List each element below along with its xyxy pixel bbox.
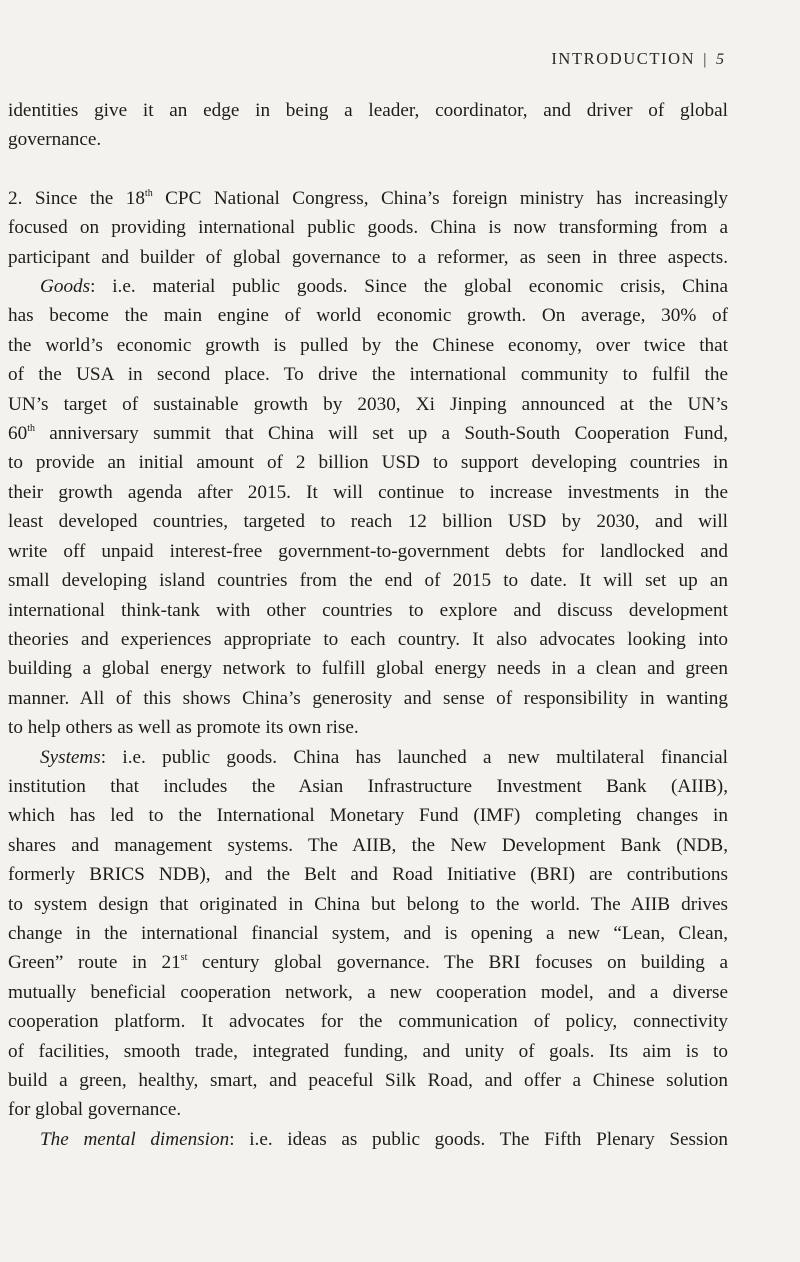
text-fragment: Green” route in 21 — [8, 952, 181, 974]
text-line: change in the international financial system, and is opening a new “Lean, Clean, — [8, 922, 728, 944]
text-line: to system design that originated in China but belong to the world. The AIIB drives — [8, 893, 728, 915]
text-line: build a green, healthy, smart, and peaceful Silk Road, and offer a Chinese solution — [8, 1070, 728, 1091]
text-line: governance. — [8, 129, 102, 151]
text-line: which has led to the International Monetary Fund (IMF) completing changes in — [8, 805, 728, 827]
page-number: 5 — [716, 51, 724, 68]
run-in-term: Systems — [40, 746, 101, 768]
text-line: building a global energy network to fulfill global energy needs in a clean and green — [8, 658, 728, 680]
text-line: formerly BRICS NDB), and the Belt and Road Initiative (BRI) are contributions — [8, 864, 728, 886]
ordinal-superscript: st — [180, 952, 188, 964]
text-line: institution that includes the Asian Infrastructure Investment Bank (AIIB), — [8, 775, 728, 797]
text-fragment: 2. Since the 18 — [8, 187, 145, 209]
ordinal-superscript: th — [144, 187, 153, 199]
text-line: cooperation platform. It advocates for the communication of policy, connectivity — [8, 1011, 728, 1033]
text-line: identities give it an edge in being a leader, coordinator, and driver of global — [8, 100, 728, 121]
text-line: their growth agenda after 2015. It will continue to increase investments in the — [8, 481, 728, 503]
text-line: international think-tank with other countries to explore and discuss development — [8, 599, 728, 621]
ordinal-superscript: th — [27, 423, 35, 435]
text-line: UN’s target of sustainable growth by 2030, Xi Jinping announced at the UN’s — [8, 393, 728, 415]
text-line: to help others as well as promote its own rise. — [8, 717, 359, 739]
run-in-term: The mental dimension — [40, 1128, 230, 1150]
paragraph-gap — [8, 155, 728, 184]
paragraph-continuation — [8, 96, 728, 155]
text-line: of facilities, smooth trade, integrated funding, and unity of goals. Its aim is to — [8, 1040, 728, 1062]
text-line: to provide an initial amount of 2 billion USD to support developing countries in — [8, 452, 728, 474]
text-fragment: : i.e. material public goods. Since the global economic crisis, China — [90, 276, 728, 298]
text-fragment: CPC National Congress, China’s foreign ministry has increasingly — [152, 187, 728, 209]
text-line: the world’s economic growth is pulled by the Chinese economy, over twice that — [8, 334, 728, 356]
text-fragment: 60 — [8, 423, 28, 445]
text-fragment: anniversary summit that China will set up a South-South Cooperation Fund, — [34, 423, 728, 445]
text-line: theories and experiences appropriate to each country. It also advocates looking into — [8, 628, 728, 650]
paragraph-section-2 — [8, 184, 728, 272]
header-separator: | — [703, 51, 708, 68]
text-line — [8, 419, 728, 448]
text-line: least developed countries, targeted to reach 12 billion USD by 2030, and will — [8, 511, 728, 533]
text-fragment: : i.e. ideas as public goods. The Fifth Plenary Session — [229, 1128, 728, 1150]
text-fragment: : i.e. public goods. China has launched a new multilateral financial — [100, 746, 728, 768]
paragraph-mental-dimension — [8, 1125, 728, 1154]
text-line — [8, 948, 728, 977]
text-fragment: century global governance. The BRI focuses on building a — [187, 952, 728, 974]
run-in-term: Goods — [40, 276, 91, 298]
page-header — [0, 47, 800, 71]
text-line: shares and management systems. The AIIB, the New Development Bank (NDB, — [8, 834, 728, 856]
running-head — [551, 49, 724, 69]
text-line: focused on providing international public goods. China is now transforming from a — [8, 217, 728, 239]
text-line: small developing island countries from the end of 2015 to date. It will set up an — [8, 570, 728, 592]
text-line: for global governance. — [8, 1099, 182, 1121]
paragraph-goods — [8, 272, 728, 743]
text-line — [8, 1125, 728, 1154]
text-line — [8, 272, 728, 301]
text-line — [8, 743, 728, 772]
text-line: write off unpaid interest-free government-to-government debts for landlocked and — [8, 540, 728, 562]
body-text — [8, 96, 728, 1154]
text-line: manner. All of this shows China’s generosity and sense of responsibility in wanting — [8, 687, 728, 709]
running-head-title: INTRODUCTION — [551, 49, 696, 68]
text-line: mutually beneficial cooperation network, a new cooperation model, and a diverse — [8, 981, 728, 1003]
text-line: participant and builder of global governance to a reformer, as seen in three aspects. — [8, 246, 728, 268]
text-line — [8, 184, 728, 213]
text-line: has become the main engine of world economic growth. On average, 30% of — [8, 305, 728, 327]
paragraph-systems — [8, 743, 728, 1125]
text-line: of the USA in second place. To drive the international community to fulfil the — [8, 364, 728, 386]
